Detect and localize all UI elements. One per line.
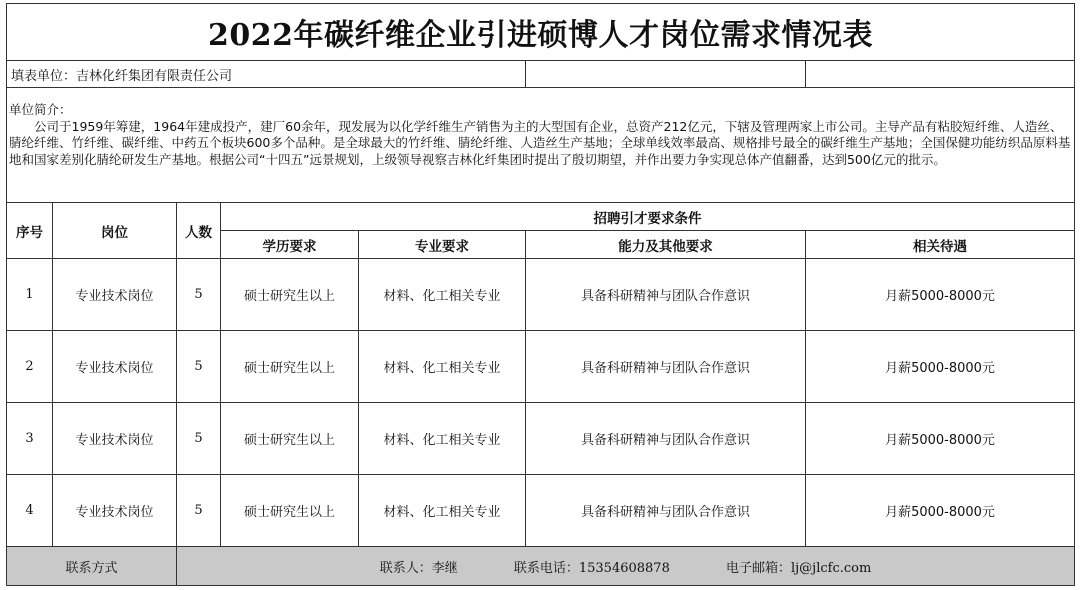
contact-phone: 联系电话：15354608878 <box>513 560 670 576</box>
header-ability: 能力及其他要求 <box>526 231 806 259</box>
header-education: 学历要求 <box>221 231 359 259</box>
unit-row-empty-cell <box>526 61 806 88</box>
header-benefits: 相关待遇 <box>806 231 1075 259</box>
intro-heading: 单位简介： <box>9 102 72 117</box>
cell-post: 专业技术岗位 <box>53 259 177 331</box>
header-major: 专业要求 <box>359 231 526 259</box>
cell-education: 硕士研究生以上 <box>221 331 359 403</box>
cell-count: 5 <box>177 331 221 403</box>
cell-seq: 2 <box>7 331 53 403</box>
cell-ability: 具备科研精神与团队合作意识 <box>526 259 806 331</box>
table-row <box>7 331 1075 403</box>
contact-person: 联系人：李继 <box>379 560 458 576</box>
table-row <box>7 259 1075 331</box>
cell-seq: 1 <box>7 259 53 331</box>
cell-benefits: 月薪5000-8000元 <box>806 331 1075 403</box>
cell-major: 材料、化工相关专业 <box>359 259 526 331</box>
recruitment-table <box>6 3 1075 586</box>
table-row <box>7 403 1075 475</box>
cell-seq: 3 <box>7 403 53 475</box>
cell-count: 5 <box>177 475 221 547</box>
cell-major: 材料、化工相关专业 <box>359 475 526 547</box>
cell-ability: 具备科研精神与团队合作意识 <box>526 475 806 547</box>
cell-seq: 4 <box>7 475 53 547</box>
cell-count: 5 <box>177 259 221 331</box>
cell-benefits: 月薪5000-8000元 <box>806 475 1075 547</box>
header-post: 岗位 <box>53 203 177 259</box>
cell-post: 专业技术岗位 <box>53 331 177 403</box>
cell-ability: 具备科研精神与团队合作意识 <box>526 403 806 475</box>
cell-education: 硕士研究生以上 <box>221 403 359 475</box>
cell-major: 材料、化工相关专业 <box>359 331 526 403</box>
header-requirements: 招聘引才要求条件 <box>221 203 1075 231</box>
contact-label: 联系方式 <box>7 547 177 586</box>
cell-ability: 具备科研精神与团队合作意识 <box>526 331 806 403</box>
filling-unit: 填表单位：吉林化纤集团有限责任公司 <box>7 61 526 88</box>
cell-post: 专业技术岗位 <box>53 475 177 547</box>
page-title: 2022年碳纤维企业引进硕博人才岗位需求情况表 <box>7 4 1075 61</box>
cell-post: 专业技术岗位 <box>53 403 177 475</box>
company-intro <box>7 88 1075 203</box>
header-seq: 序号 <box>7 203 53 259</box>
cell-count: 5 <box>177 403 221 475</box>
cell-benefits: 月薪5000-8000元 <box>806 403 1075 475</box>
unit-row-empty-cell <box>806 61 1075 88</box>
contact-email[interactable]: 电子邮箱：lj@jlcfc.com <box>725 560 872 576</box>
intro-body: 公司于1959年筹建，1964年建成投产，建厂60余年，现发展为以化学纤维生产销售为主的大型国有企业，总资产212亿元，下辖及管理两家上市公司。主导产品有粘胶短纤维、人造丝、腈纶纤维、竹纤维、碳纤维、中药五个板块600多个品种。是全球最大的竹纤维、腈纶纤维、人造丝生产基地；全球单线效率最高、规格排号最全的碳纤维生产基地；全国保健功能纺织品原料基地和国家差别化腈纶研发生产基地。根据公司“十四五”远景规划，上级领导视察吉林化纤集团时提出了殷切期望，并作出要力争实现总体产值翻番，达到500亿元的批示。 <box>9 118 1071 167</box>
cell-major: 材料、化工相关专业 <box>359 403 526 475</box>
header-count: 人数 <box>177 203 221 259</box>
recruitment-sheet <box>6 3 1074 583</box>
contact-row <box>7 547 1075 586</box>
cell-benefits: 月薪5000-8000元 <box>806 259 1075 331</box>
cell-education: 硕士研究生以上 <box>221 475 359 547</box>
table-row <box>7 475 1075 547</box>
contact-details <box>177 547 1075 586</box>
cell-education: 硕士研究生以上 <box>221 259 359 331</box>
